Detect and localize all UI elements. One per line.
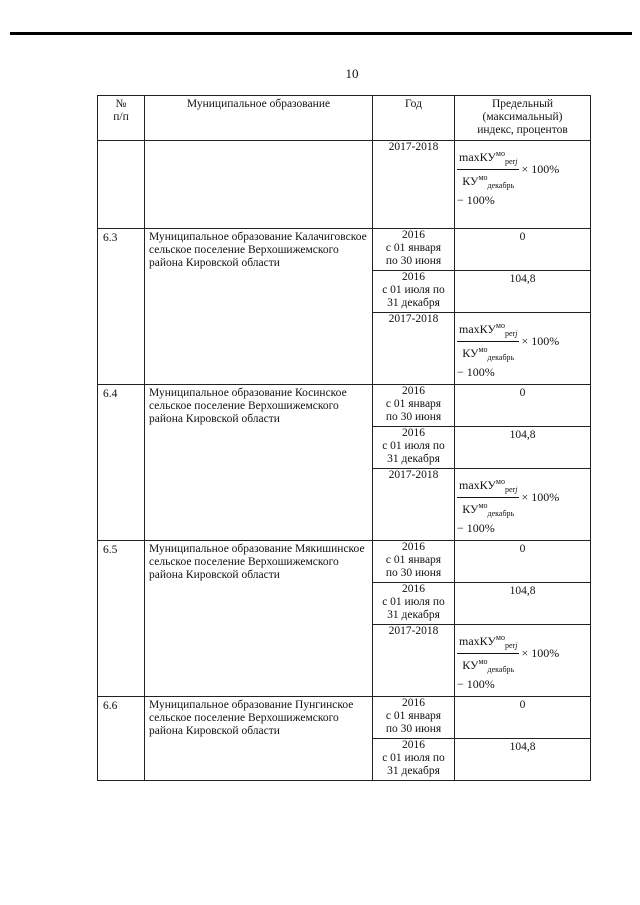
header-year: Год [373, 96, 455, 141]
top-rule [10, 32, 632, 35]
table-header-row [98, 96, 591, 141]
cell-index: 104,8 [455, 427, 591, 469]
cell-year: 2016 с 01 января по 30 июня [373, 541, 455, 583]
index-formula: $\frac{\max КУ^{мо}_{perj}}{КУ^{мо}_{декабрь}}$ × 100% − 100% [457, 321, 560, 379]
cell-index: 0 [455, 541, 591, 583]
cell-index [455, 141, 591, 229]
table-row [98, 385, 591, 427]
cell-index: 0 [455, 229, 591, 271]
cell-municipality: Муниципальное образование Косинское сельское поселение Верхошижемского района Кировской области [145, 385, 373, 541]
cell-municipality: Муниципальное образование Мякишинское сельское поселение Верхошижемского района Кировской области [145, 541, 373, 697]
cell-year: 2017-2018 [373, 625, 455, 697]
cell-year: 2016 с 01 января по 30 июня [373, 385, 455, 427]
cell-year: 2016 с 01 июля по 31 декабря [373, 427, 455, 469]
cell-municipality [145, 141, 373, 229]
formula-fraction: $\frac{\max КУ^{мо}_{perj}}{КУ^{мо}_{декабрь}}$ [459, 321, 518, 362]
cell-year: 2016 с 01 июля по 31 декабря [373, 739, 455, 781]
cell-number [98, 141, 145, 229]
cell-index: 0 [455, 697, 591, 739]
cell-index: 104,8 [455, 583, 591, 625]
index-formula: $\frac{\max КУ^{мо}_{perj}}{КУ^{мо}_{декабрь}}$ × 100% − 100% [457, 633, 560, 691]
cell-number: 6.3 [98, 229, 145, 385]
cell-index [455, 469, 591, 541]
header-municipality: Муниципальное образование [145, 96, 373, 141]
cell-index: 0 [455, 385, 591, 427]
formula-fraction: $\frac{\max КУ^{мо}_{perj}}{КУ^{мо}_{декабрь}}$ [459, 477, 518, 518]
index-formula: $\frac{\max КУ^{мо}_{perj}}{КУ^{мо}_{декабрь}}$ × 100% − 100% [457, 477, 560, 535]
table-row [98, 697, 591, 739]
cell-index: 104,8 [455, 739, 591, 781]
header-number: № п/п [98, 96, 145, 141]
cell-municipality: Муниципальное образование Пунгинское сельское поселение Верхошижемского района Кировской области [145, 697, 373, 781]
cell-index: 104,8 [455, 271, 591, 313]
table-row [98, 141, 591, 229]
index-formula: $\frac{\max КУ^{мо}_{perj}}{КУ^{мо}_{декабрь}}$ × 100% − 100% [457, 149, 560, 207]
table-row [98, 541, 591, 583]
cell-index [455, 313, 591, 385]
cell-year: 2016 с 01 января по 30 июня [373, 229, 455, 271]
cell-municipality: Муниципальное образование Калачиговское сельское поселение Верхошижемского района Кировской области [145, 229, 373, 385]
cell-year: 2016 с 01 июля по 31 декабря [373, 583, 455, 625]
header-index: Предельный (максимальный) индекс, процентов [455, 96, 591, 141]
table-row [98, 229, 591, 271]
tariff-index-table [97, 95, 591, 781]
cell-year: 2016 с 01 июля по 31 декабря [373, 271, 455, 313]
cell-year: 2017-2018 [373, 141, 455, 229]
cell-number: 6.5 [98, 541, 145, 697]
formula-fraction: $\frac{\max КУ^{мо}_{perj}}{КУ^{мо}_{декабрь}}$ [459, 633, 518, 674]
cell-number: 6.6 [98, 697, 145, 781]
formula-fraction: $\frac{\max КУ^{мо}_{perj}}{КУ^{мо}_{декабрь}}$ [459, 149, 518, 190]
cell-year: 2016 с 01 января по 30 июня [373, 697, 455, 739]
cell-year: 2017-2018 [373, 313, 455, 385]
cell-year: 2017-2018 [373, 469, 455, 541]
page-number: 10 [345, 66, 359, 81]
cell-number: 6.4 [98, 385, 145, 541]
cell-index [455, 625, 591, 697]
